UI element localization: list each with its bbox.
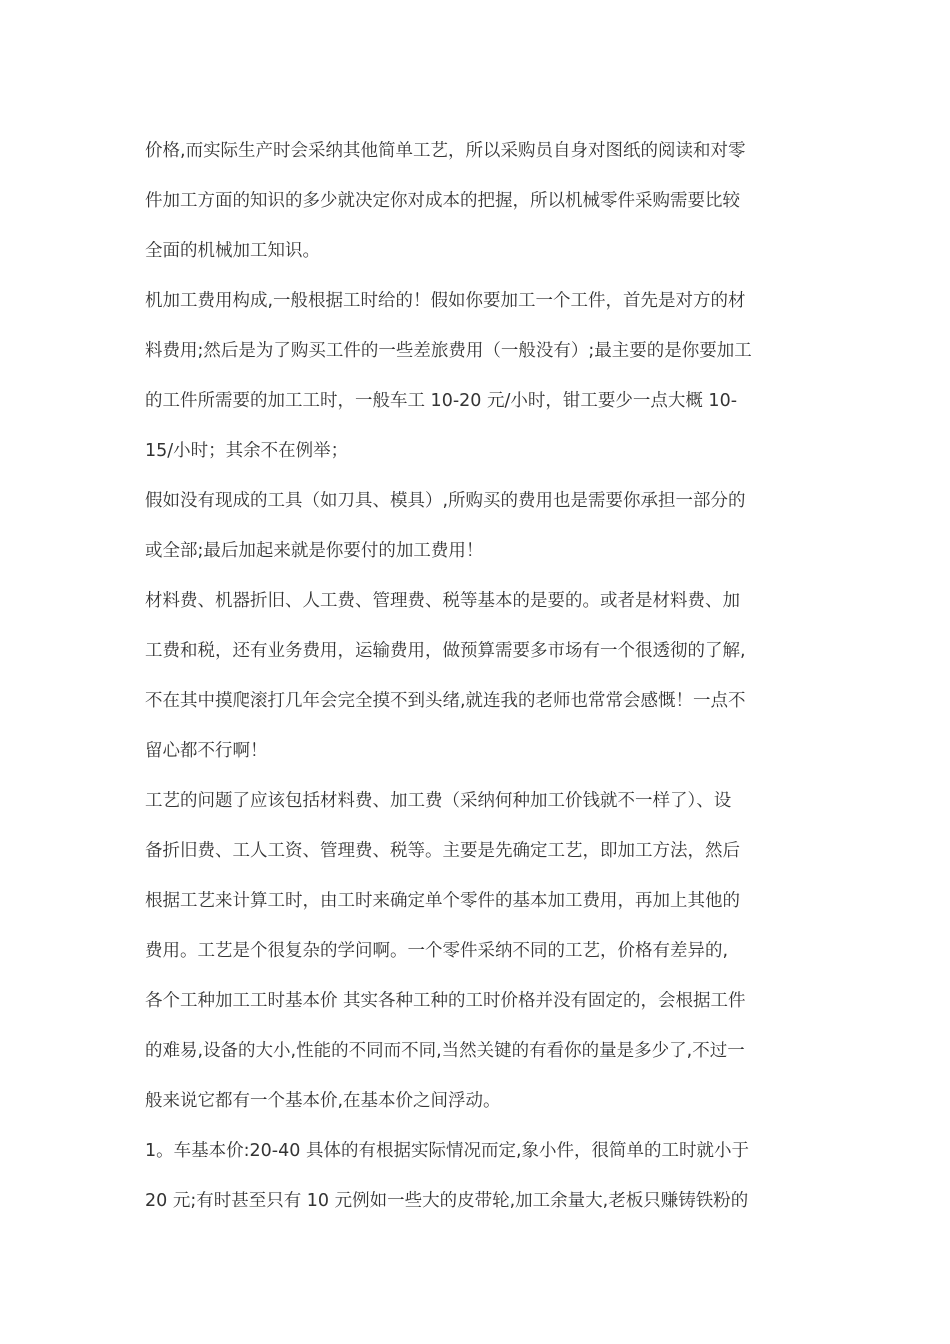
text-line: 不在其中摸爬滚打几年会完全摸不到头绪,就连我的老师也常常会感慨！一点不 — [145, 691, 746, 711]
text-line: 般来说它都有一个基本价,在基本价之间浮动。 — [145, 1091, 501, 1111]
text-line: 费用。工艺是个很复杂的学问啊。一个零件采纳不同的工艺，价格有差异的, — [145, 941, 729, 961]
text-line: 机加工费用构成,一般根据工时给的！假如你要加工一个工件，首先是对方的材 — [145, 291, 746, 311]
text-line: 或全部;最后加起来就是你要付的加工费用！ — [145, 541, 484, 561]
text-line: 全面的机械加工知识。 — [145, 241, 320, 261]
text-line: 的工件所需要的加工工时，一般车工 10-20 元/小时，钳工要少一点大概 10- — [145, 391, 738, 411]
text-line: 料费用;然后是为了购买工件的一些差旅费用（一般没有）;最主要的是你要加工 — [145, 341, 752, 361]
text-line: 各个工种加工工时基本价 其实各种工种的工时价格并没有固定的，会根据工件 — [145, 991, 746, 1011]
text-line: 的难易,设备的大小,性能的不同而不同,当然关键的有看你的量是多少了,不过一 — [145, 1041, 745, 1061]
text-line: 15/小时；其余不在例举； — [145, 441, 349, 461]
text-line: 件加工方面的知识的多少就决定你对成本的把握，所以机械零件采购需要比较 — [145, 191, 740, 211]
text-line: 假如没有现成的工具（如刀具、模具）,所购买的费用也是需要你承担一部分的 — [145, 491, 746, 511]
text-line: 材料费、机器折旧、人工费、管理费、税等基本的是要的。或者是材料费、加 — [145, 591, 740, 611]
text-line: 工艺的问题了应该包括材料费、加工费（采纳何种加工价钱就不一样了）、设 — [145, 791, 732, 811]
text-line: 备折旧费、工人工资、管理费、税等。主要是先确定工艺，即加工方法，然后 — [145, 841, 740, 861]
text-line: 1。车基本价:20-40 具体的有根据实际情况而定,象小件，很简单的工时就小于 — [145, 1141, 750, 1161]
document-body — [145, 133, 810, 1233]
text-line: 留心都不行啊！ — [145, 741, 268, 761]
text-line: 根据工艺来计算工时，由工时来确定单个零件的基本加工费用，再加上其他的 — [145, 891, 740, 911]
text-line: 价格,而实际生产时会采纳其他简单工艺，所以采购员自身对图纸的阅读和对零 — [145, 141, 746, 161]
text-line: 工费和税，还有业务费用，运输费用，做预算需要多市场有一个很透彻的了解, — [145, 641, 746, 661]
text-line: 20 元;有时甚至只有 10 元例如一些大的皮带轮,加工余量大,老板只赚铸铁粉的 — [145, 1191, 749, 1211]
